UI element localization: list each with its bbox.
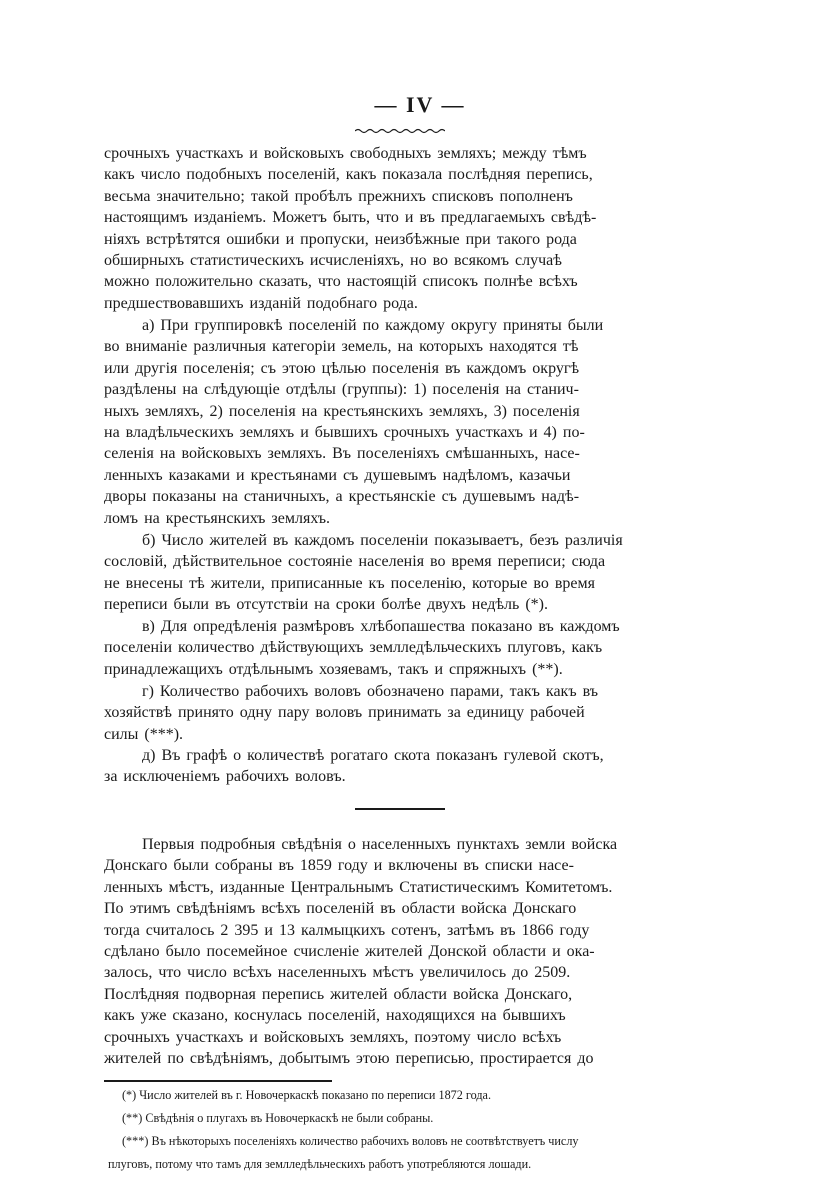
text-line: поселеніи количество дѣйствующихъ землледѣльческихъ плуговъ, какъ <box>104 639 603 657</box>
section-divider <box>355 808 445 810</box>
text-line: весьма значительно; такой пробѣлъ прежнихъ списковъ пополненъ <box>104 187 573 205</box>
text-line: селенія на войсковыхъ земляхъ. Въ поселеніяхъ смѣшанныхъ, насе- <box>104 445 580 463</box>
text-line: Донскаго были собраны въ 1859 году и включены въ списки насе- <box>104 857 574 875</box>
text-line: или другія поселенія; съ этою цѣлью поселенія въ каждомъ округѣ <box>104 359 580 377</box>
page-number-header: — IV — <box>374 92 466 117</box>
text-line: силы (***). <box>104 725 184 743</box>
text-line: б) Число жителей въ каждомъ поселеніи показываетъ, безъ различія <box>142 532 623 549</box>
wavy-ornament <box>355 127 445 135</box>
text-line: можно положительно сказать, что настоящій списокъ полнѣе всѣхъ <box>104 273 578 291</box>
text-line: переписи были въ отсутствіи на сроки болѣе двухъ недѣль (*). <box>104 596 548 614</box>
intro-paragraph <box>104 143 694 314</box>
text-line: д) Въ графѣ о количествѣ рогатаго скота показанъ гулевой скотъ, <box>142 747 604 764</box>
text-line: г) Количество рабочихъ воловъ обозначено парами, такъ какъ въ <box>142 683 599 700</box>
text-line: жителей по свѣдѣніямъ, добытымъ этою переписью, простирается до <box>104 1050 594 1068</box>
text-line: ніяхъ встрѣтятся ошибки и пропуски, неизбѣжные при такого рода <box>104 230 577 248</box>
text-line: По этимъ свѣдѣніямъ всѣхъ поселеній въ области войска Донскаго <box>104 900 577 918</box>
text-line: во вниманіе различныя категоріи земель, на которыхъ находятся тѣ <box>104 338 579 356</box>
text-line: Послѣдняя подворная перепись жителей области войска Донскаго, <box>104 985 573 1003</box>
text-line: тогда считалось 2 395 и 13 калмыцкихъ сотенъ, затѣмъ въ 1866 году <box>104 921 590 939</box>
footnote-divider <box>104 1080 332 1082</box>
footnote: (**) Свѣдѣнія о плугахъ въ Новочеркаскѣ не были собраны. <box>122 1111 434 1125</box>
text-line: дворы показаны на станичныхъ, а крестьянскіе съ душевымъ надѣ- <box>104 488 580 506</box>
text-line: хозяйствѣ принято одну пару воловъ принимать за единицу рабочей <box>104 704 585 722</box>
item-d <box>104 681 694 745</box>
text-line: в) Для опредѣленія размѣровъ хлѣбопашества показано въ каждомъ <box>142 618 620 635</box>
text-line: не внесены тѣ жители, приписанные къ поселенію, которые во время <box>104 574 595 592</box>
text-line: за исключеніемъ рабочихъ воловъ. <box>104 768 346 786</box>
text-line: Первыя подробныя свѣдѣнія о населенныхъ пунктахъ земли войска <box>142 836 618 853</box>
text-line: ленныхъ казаками и крестьянами съ душевымъ надѣломъ, казачьи <box>104 466 571 484</box>
text-line: обширныхъ статистическихъ исчисленіяхъ, но во всякомъ случаѣ <box>104 252 562 270</box>
text-line: раздѣлены на слѣдующіе отдѣлы (группы): 1) поселенія на станич- <box>104 381 579 399</box>
text-line: а) При группировкѣ поселеній по каждому округу приняты были <box>142 317 604 334</box>
text-line: сдѣлано было посемейное счисленіе жителей Донской области и ока- <box>104 943 595 961</box>
text-line: срочныхъ участкахъ и войсковыхъ земляхъ, поэтому число всѣхъ <box>104 1028 562 1046</box>
item-e <box>104 745 694 788</box>
text-line: ныхъ земляхъ, 2) поселенія на крестьянскихъ земляхъ, 3) поселенія <box>104 402 580 420</box>
footnote-continuation: плуговъ, потому что тамъ для землледѣльческихъ работъ употребляются лошади. <box>108 1157 532 1171</box>
text-line: ломъ на крестьянскихъ земляхъ. <box>104 509 330 527</box>
text-line: сословій, дѣйствительное состояніе населенія во время переписи; сюда <box>104 553 606 571</box>
item-a <box>104 315 694 529</box>
footnote: (*) Число жителей въ г. Новочеркаскѣ показано по переписи 1872 года. <box>122 1088 491 1102</box>
history-paragraph <box>104 834 694 1069</box>
footnote: (***) Въ нѣкоторыхъ поселеніяхъ количество рабочихъ воловъ не соотвѣтствуетъ числу <box>122 1134 579 1148</box>
text-line: срочныхъ участкахъ и войсковыхъ свободныхъ земляхъ; между тѣмъ <box>104 145 587 162</box>
item-c <box>104 616 694 680</box>
text-line: ленныхъ мѣстъ, изданные Центральнымъ Статистическимъ Комитетомъ. <box>104 878 613 896</box>
item-b <box>104 530 694 616</box>
text-line: предшествовавшихъ изданій подобнаго рода. <box>104 294 418 312</box>
text-line: принадлежащихъ отдѣльнымъ хозяевамъ, такъ и спряжныхъ (**). <box>104 660 563 678</box>
footnotes <box>108 1084 698 1176</box>
text-line: залось, что число всѣхъ населенныхъ мѣстъ увеличилось до 2509. <box>104 964 571 982</box>
text-line: какъ уже сказано, коснулась поселеній, находящихся на бывшихъ <box>104 1007 566 1025</box>
text-line: на владѣльческихъ земляхъ и бывшихъ срочныхъ участкахъ и 4) по- <box>104 424 585 442</box>
text-line: настоящимъ изданіемъ. Можетъ быть, что и въ предлагаемыхъ свѣдѣ- <box>104 209 597 227</box>
text-line: какъ число подобныхъ поселеній, какъ показала послѣдняя перепись, <box>104 166 593 184</box>
